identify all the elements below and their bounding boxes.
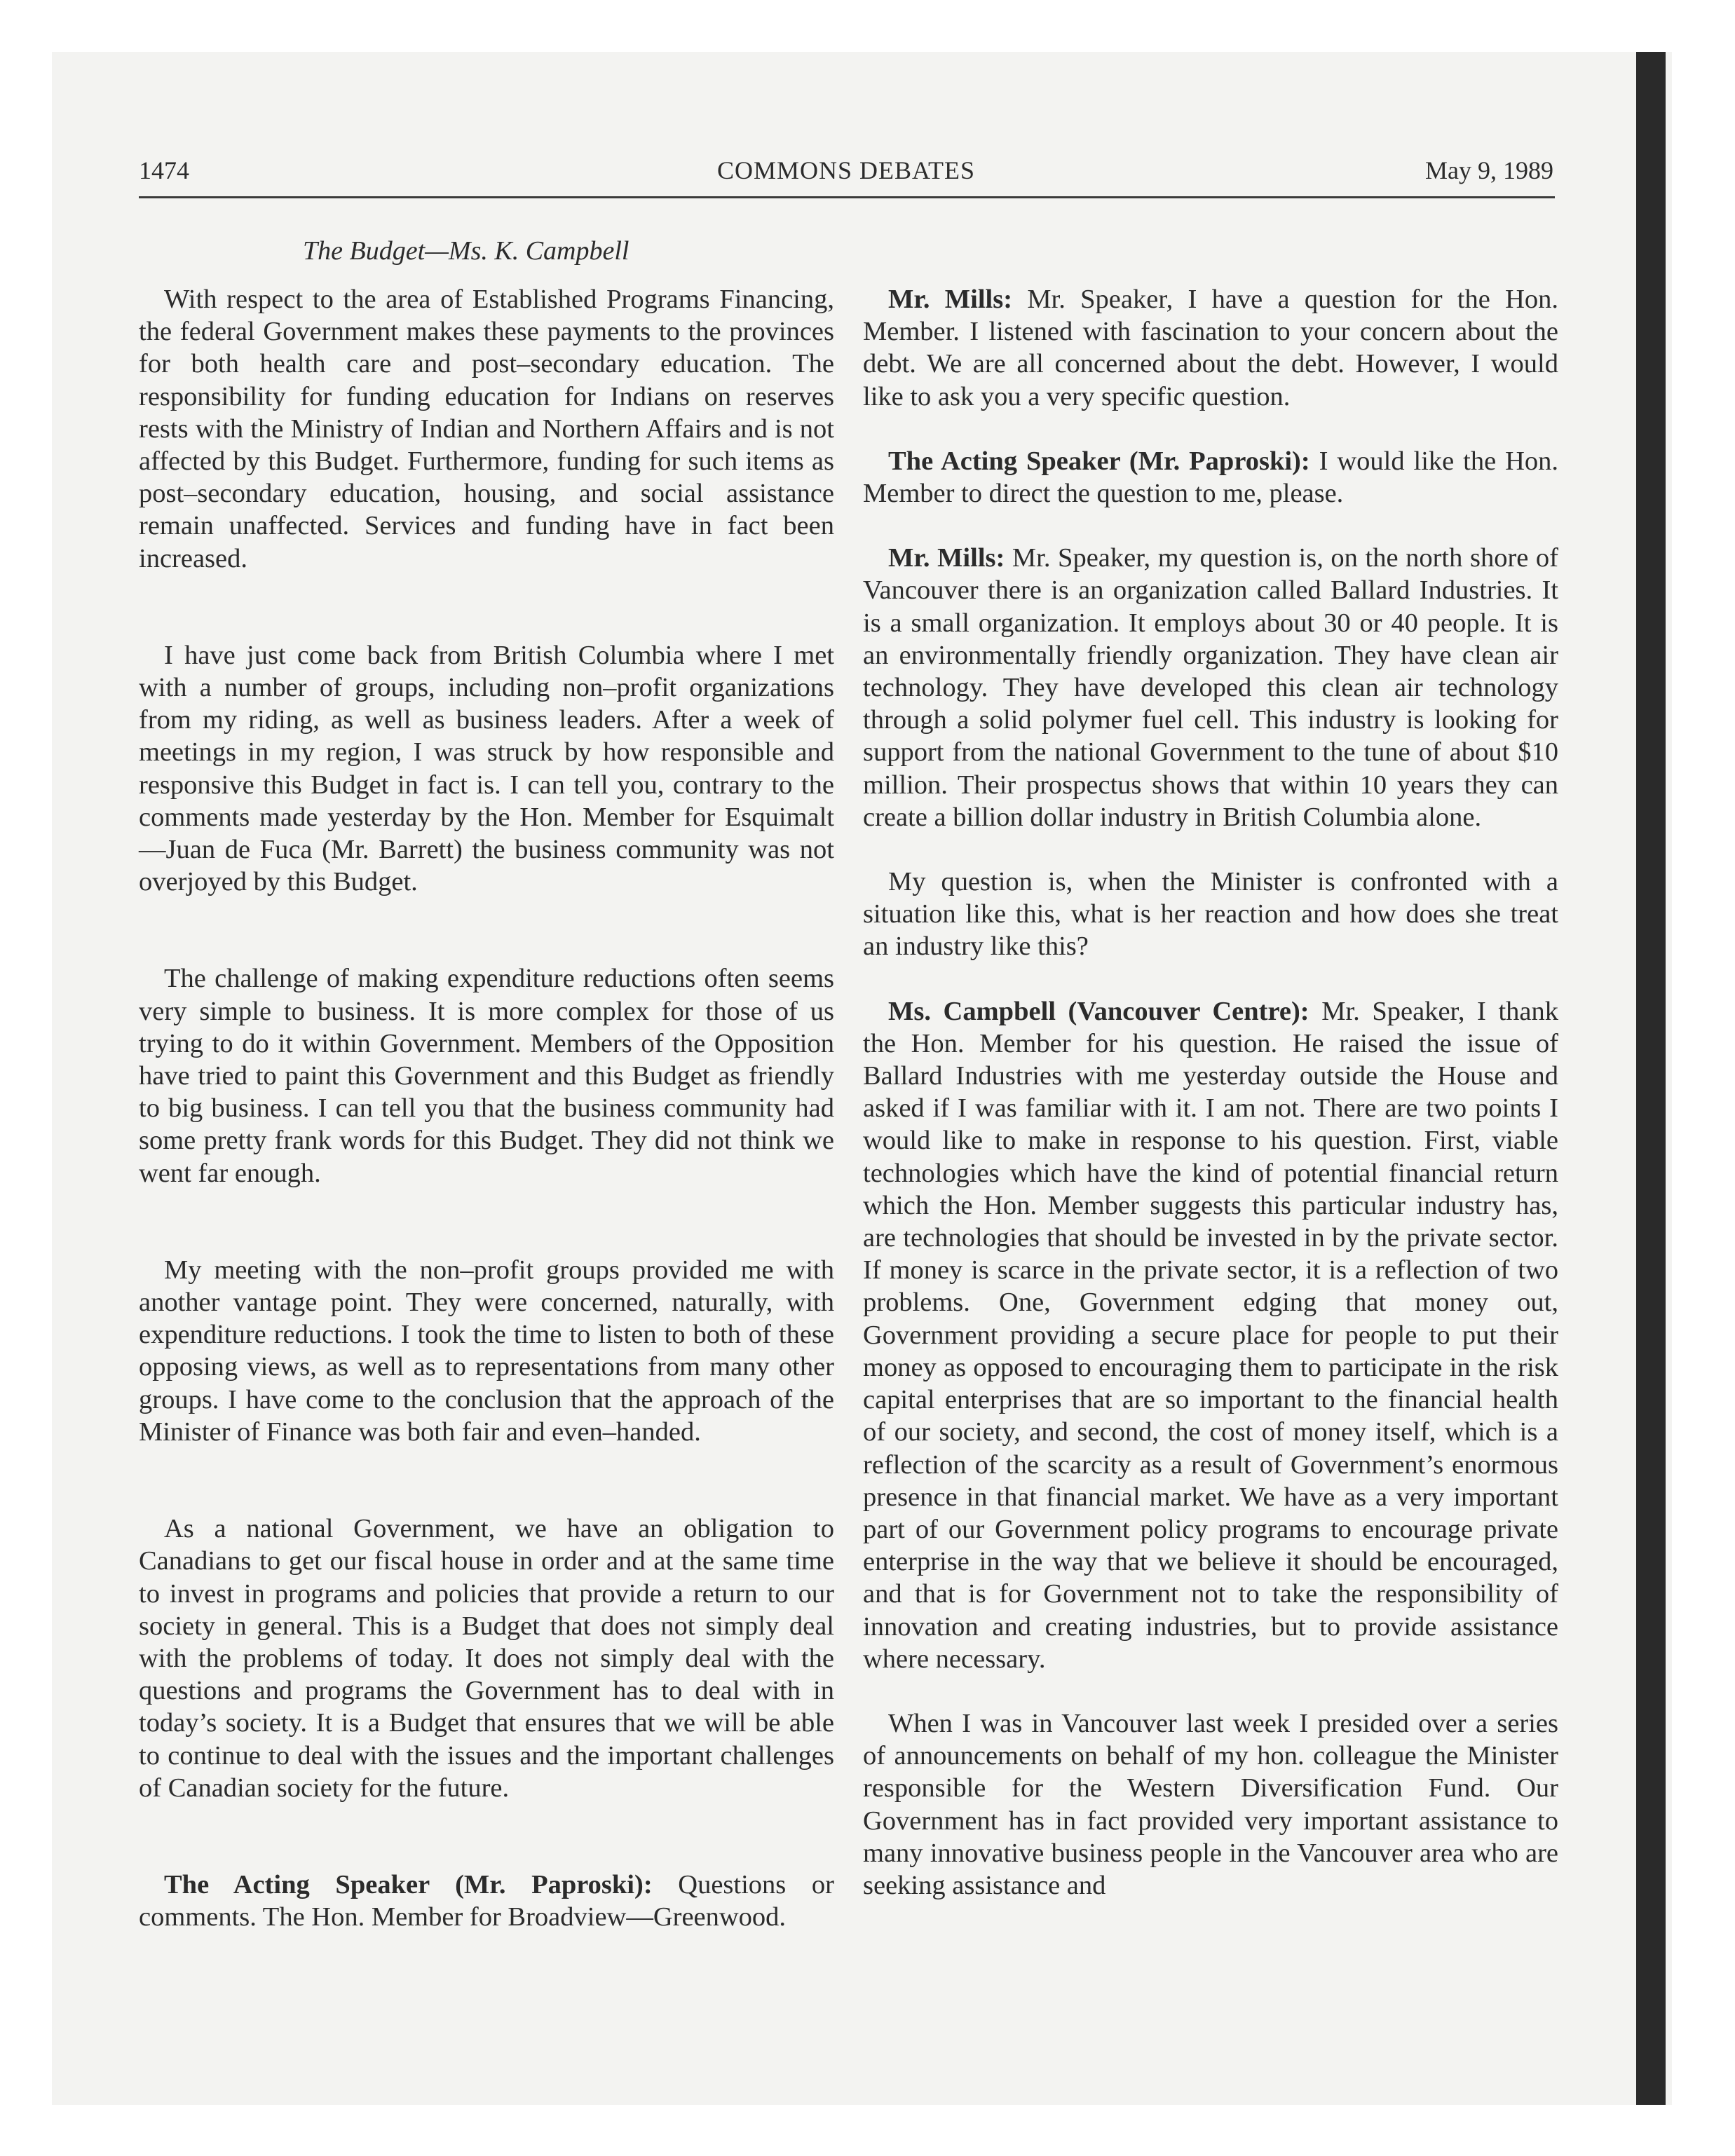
- paragraph: [139, 962, 834, 1189]
- right-column: [863, 283, 1558, 1934]
- speaker-name: The Acting Speaker (Mr. Paproski):: [164, 1869, 653, 1899]
- paragraph: [139, 639, 834, 899]
- paragraph-text: Mr. Speaker, I have a question for the Hon. Member. I listened with fascination to your concern about the debt. We are all concerned about the debt. However, I would like to ask you a very specific question.: [863, 285, 1559, 411]
- paragraph-text: My meeting with the non–profit groups provided me with another vantage point. They were concerned, naturally, with expenditure reductions. I took the time to listen to both of these opposing views, as well as to representations from many other groups. I have come to the conclusion that the approach of the Minister of Finance was both fair and even–handed.: [139, 1255, 834, 1447]
- paragraph-text: My question is, when the Minister is confronted with a situation like this, what is her reaction and how does she treat an industry like this?: [863, 867, 1558, 962]
- paragraph-text: Mr. Speaker, my question is, on the north shore of Vancouver there is an organization called Ballard Industries. It is a small organization. It employs about 30 or 40 people. It is an environmentally friendly organization. They have clean air technology. They have developed this clean air technology through a solid polymer fuel cell. This industry is looking for support from the national Government to the tune of about $10 million. Their prospectus shows that within 10 years they can create a billion dollar industry in British Columbia alone.: [863, 543, 1559, 832]
- paragraph-text: Questions or comments. The Hon. Member for Broadview—Greenwood.: [139, 1869, 834, 1932]
- paragraph: [139, 1254, 834, 1448]
- paragraph-text: Mr. Speaker, I thank the Hon. Member for his question. He raised the issue of Ballard Industries with me yesterday outside the House and asked if I was familiar with it. I am not. There are two points I would like to make in response to his question. First, viable technologies which have the kind of potential financial return which the Hon. Member suggests this particular industry has, are technologies that should be invested in by the private sector. If money is scarce in the private sector, it is a reflection of two problems. One, Government edging that money out, Government providing a secure place for people to put their money as opposed to encouraging them to participate in the risk capital enterprises that are so important to the financial health of our society, and second, the cost of money itself, which is a reflection of the scarcity as a result of Government’s enormous presence in that financial market. We have as a very important part of our Government policy programs to encourage private enterprise in the way that we believe it should be encouraged, and that is for Government not to take the responsibility of innovation and creating industries, but to provide assistance where necessary.: [863, 996, 1558, 1674]
- paragraph: [139, 283, 834, 575]
- speaker-name: The Acting Speaker (Mr. Paproski):: [888, 446, 1310, 476]
- speaker-name: Mr. Mills:: [888, 543, 1005, 573]
- journal-title: COMMONS DEBATES: [716, 156, 976, 184]
- paragraph-text: I would like the Hon. Member to direct the question to me, please.: [863, 446, 1558, 509]
- paragraph-text: When I was in Vancouver last week I presided over a series of announcements on behalf of my hon. colleague the Minister responsible for the Western Diversification Fund. Our Government has in fact provided very important assistance to many innovative business people in the Vancouver area who are seeking assistance and: [863, 1708, 1558, 1900]
- header-date: May 9, 1989: [1425, 156, 1553, 184]
- left-column: [139, 283, 834, 1965]
- paragraph: [863, 995, 1558, 1675]
- paragraph-text: As a national Government, we have an obligation to Canadians to get our fiscal house in order and at the same time to invest in programs and policies that provide a return to our society in general. This is a Budget that does not simply deal with the problems of today. It does not simply deal with the questions and programs the Government has to deal with in today’s society. It is a Budget that ensures that we will be able to continue to deal with the issues and the important challenges of Canadian society for the future.: [139, 1514, 834, 1803]
- paragraph-text: The challenge of making expenditure reductions often seems very simple to business. It is more complex for those of us trying to do it within Government. Members of the Opposition have tried to paint this Government and this Budget as friendly to big business. I can tell you that the business community had some pretty frank words for this Budget. They did not think we went far enough.: [139, 964, 834, 1188]
- paragraph-text: With respect to the area of Established Programs Financing, the federal Government makes these payments to the provinces for both health care and post–secondary education. The responsibility for funding education for Indians on reserves rests with the Ministry of Indian and Northern Affairs and is not affected by this Budget. Furthermore, funding for such items as post–secondary education, housing, and social assistance remain unaffected. Services and funding have in fact been increased.: [139, 285, 834, 573]
- paragraph: [139, 1869, 834, 1933]
- header-rule: [139, 196, 1555, 198]
- scan-edge-bar: [1636, 52, 1666, 2105]
- page-header: [139, 156, 1553, 193]
- paragraph: [863, 542, 1558, 833]
- paragraph: [863, 445, 1558, 510]
- paragraph: [863, 866, 1558, 963]
- page-number: 1474: [139, 156, 189, 184]
- speaker-name: Ms. Campbell (Vancouver Centre):: [888, 996, 1309, 1026]
- paragraph: [863, 283, 1558, 413]
- paragraph-text: I have just come back from British Columbia where I met with a number of groups, including non–profit organizations from my riding, as well as business leaders. After a week of meetings in my region, I was struck by how responsible and responsive this Budget in fact is. I can tell you, contrary to the comments made yesterday by the Hon. Member for Esquimalt—Juan de Fuca (Mr. Barrett) the business community was not overjoyed by this Budget.: [139, 640, 834, 897]
- paragraph: [139, 1513, 834, 1804]
- running-head: The Budget—Ms. K. Campbell: [303, 236, 630, 266]
- speaker-name: Mr. Mills:: [888, 285, 1013, 314]
- paragraph: [863, 1707, 1558, 1902]
